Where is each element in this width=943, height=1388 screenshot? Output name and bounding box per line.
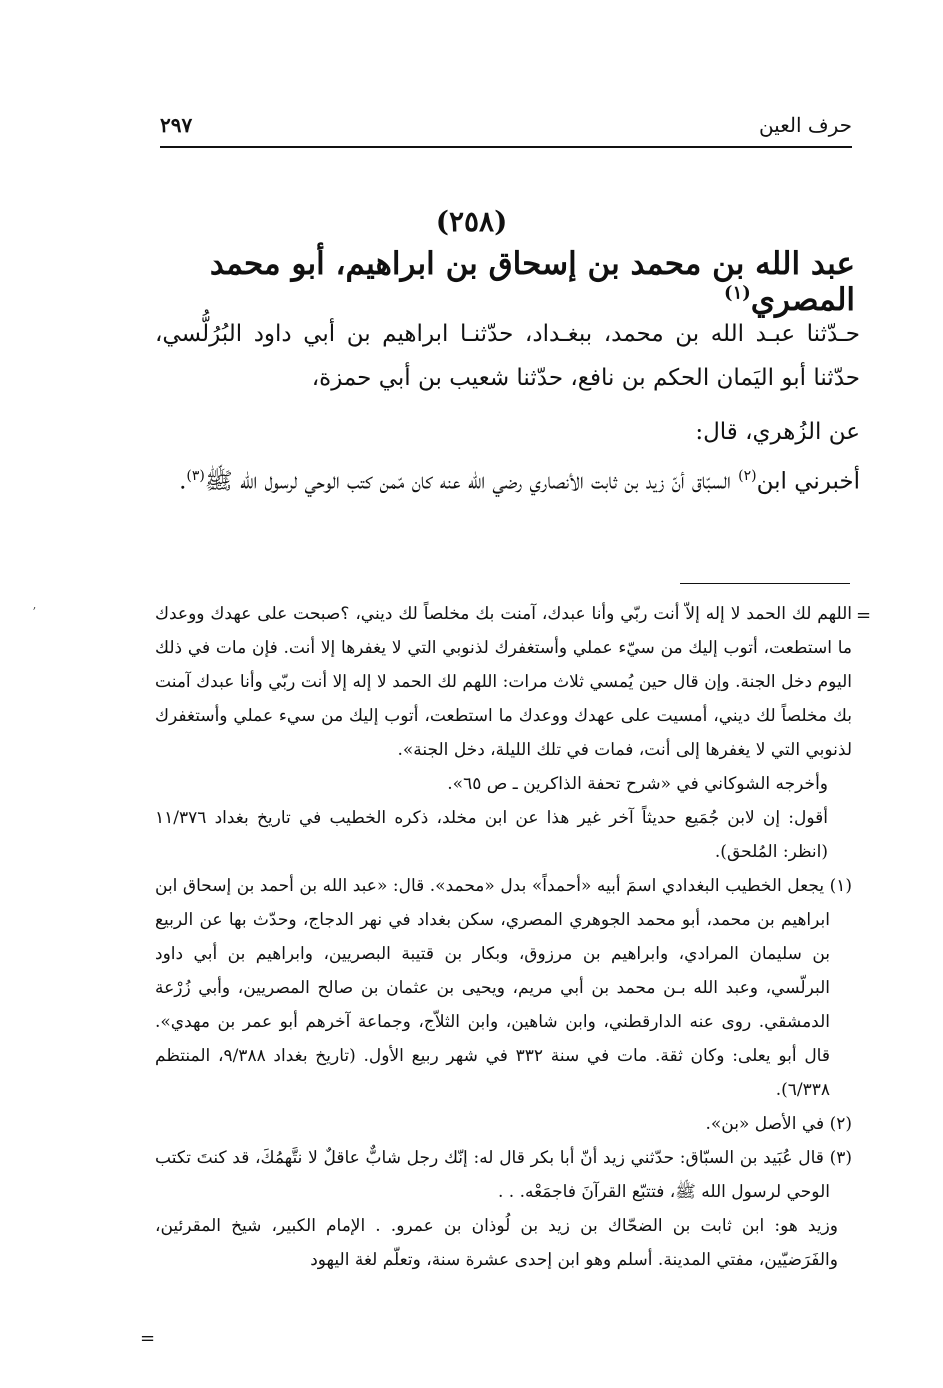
footnote-ref-2: (٢) [738, 468, 757, 484]
footnote-continued-text: اللهم لك الحمد لا إله إلاّ أنت ربّي وأنا عبدك، آمنت بك مخلصاً لك ديني، ؟صبحت على عهدك ووعدك ما استطعت، أتوب إليك من سيّء عملي وأستغفرك لذنوبي التي لا يغفرها إلا أنت. فإن مات في ذلك اليوم دخل الجنة. وإن قال حين يُمسي ثلاث مرات: اللهم لك الحمد لا إله إلا أنت ربّي وأنا عبدك آمنت بك مخلصاً لك ديني، أمسيت على عهدك ووعدك ما استطعت، أتوب إليك من سيء عملي وأستغفرك لذنوبي التي لا يغفرها إلى أنت، فمات في تلك الليلة، دخل الجنة». [155, 604, 852, 760]
footnote-1: (١) يجعل الخطيب البغدادي اسمَ أبيه «أحمداً» بدل «محمد». قال: «عبد الله بن أحمد بن إسحاق ابن ابراهيم بن محمد، أبو محمد الجوهري المصري، سكن بغداد في نهر الدجاج، وحدّث بها عن الربيع بن سليمان المرادي، وابراهيم بن مرزوق، وبكار بن قتيبة البصريين، وابراهيم بن أبي داود البرلّسي، وعبد الله بـن محمد بن أبي مريم، ويحيى بن عثمان بن صالح المصريين، وأبي زُرْعة الدمشقي. روى عنه الدارقطني، وابن شاهين، وابن الثلاّج، وجماعة آخرهم أبو عمر بن مهدي». قال أبو يعلى: وكان ثقة. مات في سنة ٣٣٢ في شهر ربيع الأول. (تاريخ بغداد ٩/٣٨٨، المنتظم ٦/٣٣٨). [155, 876, 852, 1100]
footnote-aqul: أقول: إن لابن جُمَيع حديثاً آخر غير هذا عن ابن مخلد، ذكره الخطيب في تاريخ بغداد ١١/٣٧٦ (انظر: المُلحق). [155, 808, 828, 862]
continuation-mark-start: = [856, 605, 872, 626]
isnad-paragraph: حـدّثنا عبـد الله بن محمد، ببغـداد، حدّثنـا ابراهيم بن أبي داود البُرُلُّسي، حدّثنا أبو اليَمان الحكم بن نافع، حدّثنا شعيب بن أبي حمزة، [155, 321, 860, 391]
entry-number: (٢٥٨) [435, 205, 508, 238]
footnote-ref-3: (٣) [186, 468, 205, 484]
matn-part-a: أخبرني ابن [756, 468, 860, 495]
hadith-body [155, 312, 860, 504]
matn-part-b: السبّاق أنّ زيد بن ثابت الأنصاري رضي الله عنه كان مّمن كتب الوحي لرسول الله ﷺ [204, 468, 739, 495]
running-header [160, 113, 852, 145]
footnote-2: (٢) في الأصل «بن». [705, 1114, 852, 1134]
footnote-ref-1: (١) [724, 282, 751, 304]
footnotes [155, 597, 852, 1277]
footnote-zaid: وزيد هو: ابن ثابت بن الضحّاك بن زيد بن لُوذان بن عمرو. . الإمام الكبير، شيخ المقرئين، والفَرَضيّين، مفتي المدينة. أسلم وهو ابن إحدى عشرة سنة، وتعلّم لغة اليهود [155, 1216, 838, 1270]
page-number: ٢٩٧ [160, 113, 193, 137]
section-title: حرف العين [758, 113, 852, 137]
footnote-separator [680, 583, 850, 584]
footnote-3: (٣) قال عُبَيد بن السبّاق: حدّثني زيد أنّ أبا بكر قال له: إنّك رجل شابٌّ عاقلٌ لا نتَّهمُكَ، قد كنتَ تكتب الوحي لرسول الله ﷺ، فتتبّع القرآنَ فاجمَعْه. . . [155, 1148, 852, 1202]
matn-paragraph [155, 454, 860, 504]
header-rule [160, 146, 852, 148]
margin-speck: ʼ [32, 605, 36, 619]
entry-title-text: عبد الله بن محمد بن إسحاق بن ابراهيم، أبو محمد المصري [209, 246, 855, 318]
footnote-shawkani: وأخرجه الشوكاني في «شرح تحفة الذاكرين ـ ص ٦٥». [447, 774, 828, 794]
continuation-mark-end: = [140, 1328, 156, 1349]
entry-title [120, 246, 855, 318]
narrator-line: عن الزُهري، قال: [695, 419, 860, 445]
matn-end: . [179, 468, 187, 495]
